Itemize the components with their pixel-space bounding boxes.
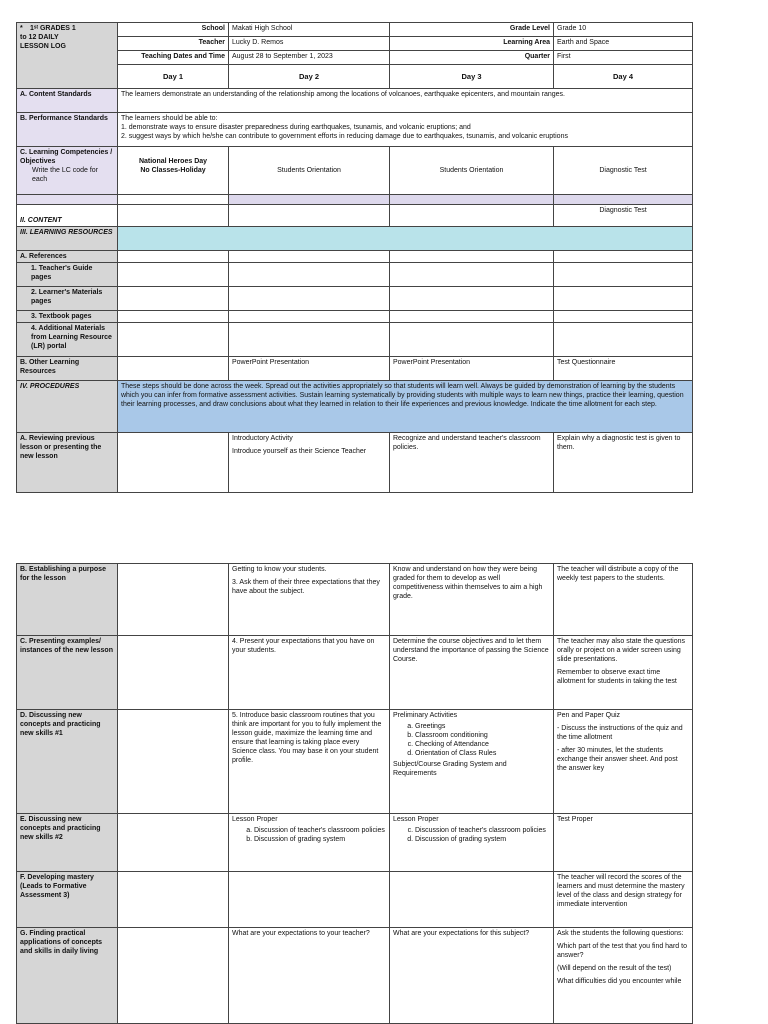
purpose-day1	[118, 564, 229, 636]
am-label: 4. Additional Materials from Learning Resource (LR) portal	[17, 323, 118, 357]
lesson-log-table-page1	[16, 22, 693, 493]
examples-day1	[118, 636, 229, 710]
spacer-day1	[118, 195, 229, 205]
lm-day2	[229, 287, 390, 311]
performance-line-3: 2. suggest ways by which he/she can contribute to government efforts in reducing damage due to earthquakes, tsunamis, and volcanic eruptions	[121, 133, 568, 140]
examples-day2: 4. Present your expectations that you have on your students.	[229, 636, 390, 710]
mastery-label: F. Developing mastery (Leads to Formative Assessment 3)	[17, 872, 118, 928]
competencies-label: C. Learning Competencies / Objectives Write the LC code for each	[17, 147, 118, 195]
tb-day3	[390, 311, 554, 323]
procedures-text: These steps should be done across the week. Spread out the activities appropriately so that students will learn well. Always be guided by demonstration of learning by the students which you can infer from formative assessment activities. Sustain learning systematically by providing students with multiple ways to learn new things, practice their learning, question their learning processes, and draw conclusions about what they learned in relation to their life experiences and previous knowledge. Indicate the time allotment for each step.	[118, 381, 693, 433]
school-value: Makati High School	[229, 23, 390, 37]
discuss1-day3: Preliminary Activities a. Greetings b. Classroom conditioning c. Checking of Attendance d. Orientation of Class Rules Subject/Course Grading System and Requirements	[390, 710, 554, 814]
tb-day4	[554, 311, 693, 323]
content-standards-label: A. Content Standards	[17, 89, 118, 113]
grade-label: Grade Level	[390, 23, 554, 37]
lesson-log-table-page2	[16, 563, 693, 1024]
review-day3: Recognize and understand teacher's classroom policies.	[390, 433, 554, 493]
tg-day3	[390, 263, 554, 287]
tg-day4	[554, 263, 693, 287]
lm-day4	[554, 287, 693, 311]
lm-day1	[118, 287, 229, 311]
discuss1-day1	[118, 710, 229, 814]
mastery-day1	[118, 872, 229, 928]
other-day1	[118, 357, 229, 381]
dates-label: Teaching Dates and Time	[118, 51, 229, 65]
applications-day1	[118, 928, 229, 1024]
content-day3	[390, 205, 554, 227]
content-day4: Diagnostic Test	[554, 205, 693, 227]
purpose-day4: The teacher will distribute a copy of the weekly test papers to the students.	[554, 564, 693, 636]
review-day2: Introductory Activity Introduce yourself as their Science Teacher	[229, 433, 390, 493]
review-day4: Explain why a diagnostic test is given to them.	[554, 433, 693, 493]
competency-day2: Students Orientation	[229, 147, 390, 195]
references-day1	[118, 251, 229, 263]
mastery-day3	[390, 872, 554, 928]
discuss2-day1	[118, 814, 229, 872]
resources-label: III. LEARNING RESOURCES	[17, 227, 118, 251]
purpose-day2: Getting to know your students. 3. Ask them of their three expectations that they have about the subject.	[229, 564, 390, 636]
teacher-value: Lucky D. Remos	[229, 37, 390, 51]
competencies-sublabel: Write the LC code for each	[32, 167, 99, 183]
am-day2	[229, 323, 390, 357]
review-day1	[118, 433, 229, 493]
purpose-label: B. Establishing a purpose for the lesson	[17, 564, 118, 636]
review-label: A. Reviewing previous lesson or presenting the new lesson	[17, 433, 118, 493]
discuss2-day2: Lesson Proper a. Discussion of teacher's classroom policies b. Discussion of grading system	[229, 814, 390, 872]
area-label: Learning Area	[390, 37, 554, 51]
discuss1-label: D. Discussing new concepts and practicing new skills #1	[17, 710, 118, 814]
log-title: * 1ˢᵗ GRADES 1 to 12 DAILY LESSON LOG	[17, 23, 118, 89]
lm-label: 2. Learner's Materials pages	[17, 287, 118, 311]
day-header-2: Day 2	[229, 65, 390, 89]
tb-day2	[229, 311, 390, 323]
spacer-day4	[554, 195, 693, 205]
applications-label: G. Finding practical applications of concepts and skills in daily living	[17, 928, 118, 1024]
examples-day3: Determine the course objectives and to let them understand the importance of passing the Science Course.	[390, 636, 554, 710]
day-header-1: Day 1	[118, 65, 229, 89]
tb-label: 3. Textbook pages	[17, 311, 118, 323]
tg-day1	[118, 263, 229, 287]
references-day2	[229, 251, 390, 263]
other-day3: PowerPoint Presentation	[390, 357, 554, 381]
am-day3	[390, 323, 554, 357]
competency-day1: National Heroes Day No Classes-Holiday	[118, 147, 229, 195]
area-value: Earth and Space	[554, 37, 693, 51]
content-day2	[229, 205, 390, 227]
dates-value: August 28 to September 1, 2023	[229, 51, 390, 65]
references-label: A. References	[17, 251, 118, 263]
discuss2-day4: Test Proper	[554, 814, 693, 872]
content-standards-text: The learners demonstrate an understanding of the relationship among the locations of volcanoes, earthquake epicenters, and mountain ranges.	[118, 89, 693, 113]
day-header-4: Day 4	[554, 65, 693, 89]
school-label: School	[118, 23, 229, 37]
tb-day1	[118, 311, 229, 323]
applications-day4: Ask the students the following questions: Which part of the test that you find hard to answer? (Will depend on the result of the test) What difficulties did you encounter while	[554, 928, 693, 1024]
references-day4	[554, 251, 693, 263]
discuss1-day2: 5. Introduce basic classroom routines that you think are important for you to fully implement the lesson guide, maximize the learning time and ensure that learning is taking place every Science class. You may base it on your student profile.	[229, 710, 390, 814]
discuss2-label: E. Discussing new concepts and practicing new skills #2	[17, 814, 118, 872]
examples-label: C. Presenting examples/ instances of the new lesson	[17, 636, 118, 710]
quarter-value: First	[554, 51, 693, 65]
purpose-day3: Know and understand on how they were being graded for them to develop as well competitiveness within themselves to aim a high grade.	[390, 564, 554, 636]
tg-day2	[229, 263, 390, 287]
teacher-label: Teacher	[118, 37, 229, 51]
references-day3	[390, 251, 554, 263]
applications-day3: What are your expectations for this subject?	[390, 928, 554, 1024]
content-day1	[118, 205, 229, 227]
lm-day3	[390, 287, 554, 311]
spacer-day2	[229, 195, 390, 205]
resources-band	[118, 227, 693, 251]
performance-line-1: The learners should be able to:	[121, 115, 218, 122]
content-label: II. CONTENT	[17, 205, 118, 227]
am-day4	[554, 323, 693, 357]
day-header-3: Day 3	[390, 65, 554, 89]
competency-day4: Diagnostic Test	[554, 147, 693, 195]
other-resources-label: B. Other Learning Resources	[17, 357, 118, 381]
discuss2-day3: Lesson Proper c. Discussion of teacher's classroom policies d. Discussion of grading system	[390, 814, 554, 872]
mastery-day4: The teacher will record the scores of the learners and must determine the mastery level of the class and design strategy for immediate intervention	[554, 872, 693, 928]
discuss1-day4: Pen and Paper Quiz - Discuss the instructions of the quiz and the time allotment - after 30 minutes, let the students exchange their answer sheet. And post the answer key	[554, 710, 693, 814]
spacer-day3	[390, 195, 554, 205]
grade-value: Grade 10	[554, 23, 693, 37]
mastery-day2	[229, 872, 390, 928]
performance-standards-text	[118, 113, 693, 147]
tg-label: 1. Teacher's Guide pages	[17, 263, 118, 287]
spacer-label	[17, 195, 118, 205]
other-day4: Test Questionnaire	[554, 357, 693, 381]
performance-line-2: 1. demonstrate ways to ensure disaster preparedness during earthquakes, tsunamis, and volcanic eruptions; and	[121, 124, 471, 131]
am-day1	[118, 323, 229, 357]
quarter-label: Quarter	[390, 51, 554, 65]
performance-standards-label: B. Performance Standards	[17, 113, 118, 147]
other-day2: PowerPoint Presentation	[229, 357, 390, 381]
examples-day4: The teacher may also state the questions orally or project on a wider screen using slide presentations. Remember to observe exact time allotment for students in taking the test	[554, 636, 693, 710]
competency-day3: Students Orientation	[390, 147, 554, 195]
procedures-label: IV. PROCEDURES	[17, 381, 118, 433]
applications-day2: What are your expectations to your teacher?	[229, 928, 390, 1024]
